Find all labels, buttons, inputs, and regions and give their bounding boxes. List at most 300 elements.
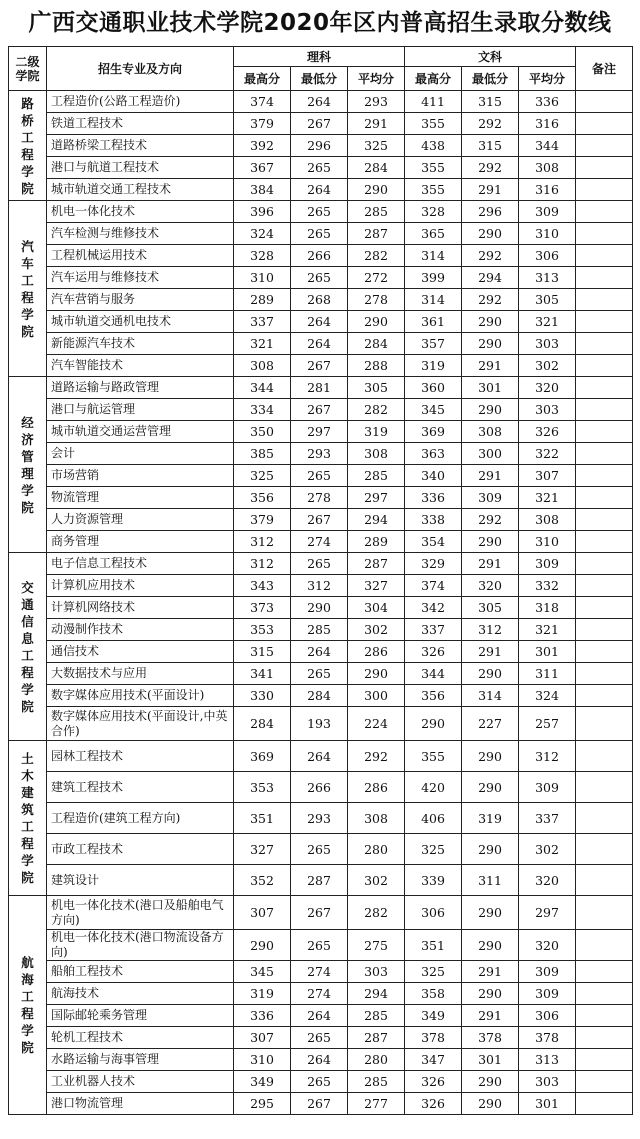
- science-avg-header: 平均分: [348, 67, 405, 91]
- major-header: 招生专业及方向: [47, 47, 234, 91]
- science-min-cell: 268: [291, 289, 348, 311]
- science-avg-cell: 277: [348, 1093, 405, 1115]
- arts-avg-cell: 302: [519, 834, 576, 865]
- arts-avg-cell: 337: [519, 803, 576, 834]
- arts-min-cell: 290: [462, 311, 519, 333]
- arts-max-cell: 406: [405, 803, 462, 834]
- arts-min-cell: 378: [462, 1027, 519, 1049]
- arts-avg-cell: 310: [519, 223, 576, 245]
- note-cell: [576, 930, 633, 961]
- arts-max-cell: 358: [405, 983, 462, 1005]
- science-max-cell: 327: [234, 834, 291, 865]
- science-avg-cell: 290: [348, 179, 405, 201]
- arts-min-cell: 301: [462, 1049, 519, 1071]
- note-cell: [576, 896, 633, 930]
- table-row: [9, 333, 633, 355]
- note-cell: [576, 1005, 633, 1027]
- arts-avg-cell: 307: [519, 465, 576, 487]
- note-cell: [576, 377, 633, 399]
- science-avg-cell: 319: [348, 421, 405, 443]
- science-avg-cell: 290: [348, 311, 405, 333]
- arts-min-cell: 319: [462, 803, 519, 834]
- table-row: [9, 930, 633, 961]
- arts-avg-cell: 344: [519, 135, 576, 157]
- note-cell: [576, 865, 633, 896]
- table-row: [9, 707, 633, 741]
- science-max-cell: 312: [234, 553, 291, 575]
- major-cell: 汽车运用与维修技术: [47, 267, 234, 289]
- science-max-cell: 396: [234, 201, 291, 223]
- science-min-cell: 265: [291, 553, 348, 575]
- arts-min-cell: 301: [462, 377, 519, 399]
- table-row: [9, 1071, 633, 1093]
- arts-max-cell: 314: [405, 245, 462, 267]
- arts-min-cell: 290: [462, 896, 519, 930]
- science-min-cell: 274: [291, 531, 348, 553]
- arts-max-cell: 369: [405, 421, 462, 443]
- table-row: [9, 157, 633, 179]
- table-row: [9, 179, 633, 201]
- major-cell: 航海技术: [47, 983, 234, 1005]
- science-max-cell: 352: [234, 865, 291, 896]
- science-avg-cell: 302: [348, 619, 405, 641]
- major-cell: 工程造价(公路工程造价): [47, 91, 234, 113]
- arts-avg-cell: 309: [519, 553, 576, 575]
- arts-avg-cell: 309: [519, 772, 576, 803]
- major-cell: 人力资源管理: [47, 509, 234, 531]
- major-cell: 水路运输与海事管理: [47, 1049, 234, 1071]
- arts-max-cell: 363: [405, 443, 462, 465]
- major-cell: 机电一体化技术(港口物流设备方向): [47, 930, 234, 961]
- science-avg-cell: 294: [348, 983, 405, 1005]
- table-row: [9, 1049, 633, 1071]
- science-min-cell: 312: [291, 575, 348, 597]
- table-row: [9, 245, 633, 267]
- arts-avg-cell: 326: [519, 421, 576, 443]
- note-cell: [576, 487, 633, 509]
- note-cell: [576, 663, 633, 685]
- science-max-cell: 385: [234, 443, 291, 465]
- arts-avg-cell: 320: [519, 377, 576, 399]
- table-row: [9, 399, 633, 421]
- table-row: [9, 834, 633, 865]
- note-cell: [576, 531, 633, 553]
- arts-max-cell: 354: [405, 531, 462, 553]
- science-avg-cell: 294: [348, 509, 405, 531]
- arts-avg-cell: 313: [519, 267, 576, 289]
- arts-avg-cell: 318: [519, 597, 576, 619]
- science-min-cell: 267: [291, 399, 348, 421]
- science-avg-cell: 282: [348, 399, 405, 421]
- arts-max-cell: 355: [405, 741, 462, 772]
- college-name: 路桥工程学院: [21, 95, 34, 196]
- science-max-cell: 349: [234, 1071, 291, 1093]
- science-min-cell: 284: [291, 685, 348, 707]
- arts-min-cell: 291: [462, 553, 519, 575]
- arts-max-cell: 360: [405, 377, 462, 399]
- arts-max-cell: 338: [405, 509, 462, 531]
- arts-max-cell: 374: [405, 575, 462, 597]
- science-min-cell: 266: [291, 245, 348, 267]
- note-cell: [576, 553, 633, 575]
- table-row: [9, 1005, 633, 1027]
- arts-max-cell: 328: [405, 201, 462, 223]
- arts-max-cell: 319: [405, 355, 462, 377]
- table-row: [9, 509, 633, 531]
- science-max-cell: 289: [234, 289, 291, 311]
- science-avg-cell: 286: [348, 641, 405, 663]
- science-min-cell: 278: [291, 487, 348, 509]
- note-cell: [576, 333, 633, 355]
- major-cell: 轮机工程技术: [47, 1027, 234, 1049]
- science-avg-cell: 300: [348, 685, 405, 707]
- science-avg-cell: 308: [348, 803, 405, 834]
- major-cell: 会计: [47, 443, 234, 465]
- arts-avg-cell: 320: [519, 865, 576, 896]
- science-max-cell: 295: [234, 1093, 291, 1115]
- science-avg-cell: 290: [348, 663, 405, 685]
- major-cell: 物流管理: [47, 487, 234, 509]
- arts-min-cell: 290: [462, 983, 519, 1005]
- note-cell: [576, 267, 633, 289]
- science-min-cell: 264: [291, 641, 348, 663]
- arts-avg-cell: 309: [519, 983, 576, 1005]
- science-avg-cell: 284: [348, 157, 405, 179]
- arts-max-cell: 351: [405, 930, 462, 961]
- arts-max-cell: 306: [405, 896, 462, 930]
- arts-min-cell: 315: [462, 91, 519, 113]
- note-cell: [576, 311, 633, 333]
- science-max-cell: 343: [234, 575, 291, 597]
- major-cell: 城市轨道交通工程技术: [47, 179, 234, 201]
- table-row: [9, 421, 633, 443]
- arts-avg-cell: 301: [519, 641, 576, 663]
- arts-min-cell: 290: [462, 772, 519, 803]
- arts-avg-cell: 311: [519, 663, 576, 685]
- major-cell: 工业机器人技术: [47, 1071, 234, 1093]
- table-row: [9, 575, 633, 597]
- arts-avg-cell: 306: [519, 245, 576, 267]
- table-row: [9, 663, 633, 685]
- science-avg-cell: 280: [348, 1049, 405, 1071]
- science-header: 理科: [234, 47, 405, 67]
- science-min-cell: 193: [291, 707, 348, 741]
- arts-max-cell: 314: [405, 289, 462, 311]
- table-row: [9, 289, 633, 311]
- note-cell: [576, 983, 633, 1005]
- science-min-cell: 287: [291, 865, 348, 896]
- major-cell: 汽车营销与服务: [47, 289, 234, 311]
- science-avg-cell: 302: [348, 865, 405, 896]
- note-cell: [576, 421, 633, 443]
- science-min-cell: 264: [291, 333, 348, 355]
- science-max-cell: 367: [234, 157, 291, 179]
- table-row: [9, 772, 633, 803]
- science-min-cell: 266: [291, 772, 348, 803]
- science-max-cell: 379: [234, 113, 291, 135]
- arts-max-cell: 355: [405, 113, 462, 135]
- note-cell: [576, 619, 633, 641]
- science-avg-cell: 297: [348, 487, 405, 509]
- arts-avg-cell: 302: [519, 355, 576, 377]
- science-max-cell: 319: [234, 983, 291, 1005]
- note-cell: [576, 1027, 633, 1049]
- science-avg-cell: 292: [348, 741, 405, 772]
- college-name-cell: [9, 377, 47, 553]
- college-name: 交通信息工程学院: [21, 579, 34, 714]
- arts-avg-cell: 316: [519, 113, 576, 135]
- arts-min-cell: 291: [462, 641, 519, 663]
- science-min-cell: 264: [291, 1049, 348, 1071]
- arts-min-cell: 291: [462, 465, 519, 487]
- college-name-cell: [9, 741, 47, 896]
- table-row: [9, 311, 633, 333]
- science-min-cell: 265: [291, 834, 348, 865]
- note-cell: [576, 355, 633, 377]
- science-max-cell: 321: [234, 333, 291, 355]
- note-cell: [576, 509, 633, 531]
- arts-min-cell: 290: [462, 333, 519, 355]
- major-cell: 道路桥梁工程技术: [47, 135, 234, 157]
- arts-min-cell: 290: [462, 223, 519, 245]
- arts-avg-cell: 301: [519, 1093, 576, 1115]
- major-cell: 铁道工程技术: [47, 113, 234, 135]
- arts-min-cell: 290: [462, 834, 519, 865]
- major-cell: 计算机应用技术: [47, 575, 234, 597]
- table-row: [9, 201, 633, 223]
- arts-min-cell: 290: [462, 399, 519, 421]
- science-min-cell: 274: [291, 983, 348, 1005]
- science-max-cell: 312: [234, 531, 291, 553]
- table-row: [9, 803, 633, 834]
- note-cell: [576, 834, 633, 865]
- arts-avg-cell: 310: [519, 531, 576, 553]
- science-min-cell: 265: [291, 157, 348, 179]
- arts-min-cell: 311: [462, 865, 519, 896]
- major-cell: 建筑设计: [47, 865, 234, 896]
- note-cell: [576, 961, 633, 983]
- arts-avg-cell: 312: [519, 741, 576, 772]
- arts-max-cell: 347: [405, 1049, 462, 1071]
- science-avg-cell: 272: [348, 267, 405, 289]
- major-cell: 市政工程技术: [47, 834, 234, 865]
- arts-min-cell: 292: [462, 289, 519, 311]
- science-min-cell: 267: [291, 355, 348, 377]
- note-cell: [576, 113, 633, 135]
- note-cell: [576, 1093, 633, 1115]
- major-cell: 国际邮轮乘务管理: [47, 1005, 234, 1027]
- science-avg-cell: 287: [348, 1027, 405, 1049]
- table-row: [9, 597, 633, 619]
- science-avg-cell: 286: [348, 772, 405, 803]
- arts-min-cell: 309: [462, 487, 519, 509]
- science-max-cell: 310: [234, 267, 291, 289]
- college-name-cell: [9, 201, 47, 377]
- arts-avg-cell: 316: [519, 179, 576, 201]
- major-cell: 汽车智能技术: [47, 355, 234, 377]
- science-max-header: 最高分: [234, 67, 291, 91]
- arts-max-cell: 399: [405, 267, 462, 289]
- major-cell: 通信技术: [47, 641, 234, 663]
- arts-max-cell: 325: [405, 961, 462, 983]
- note-cell: [576, 245, 633, 267]
- arts-avg-cell: 336: [519, 91, 576, 113]
- science-min-cell: 285: [291, 619, 348, 641]
- arts-min-cell: 292: [462, 157, 519, 179]
- science-max-cell: 324: [234, 223, 291, 245]
- science-min-cell: 264: [291, 91, 348, 113]
- science-max-cell: 344: [234, 377, 291, 399]
- major-cell: 数字媒体应用技术(平面设计): [47, 685, 234, 707]
- science-avg-cell: 282: [348, 896, 405, 930]
- arts-max-cell: 290: [405, 707, 462, 741]
- arts-max-cell: 420: [405, 772, 462, 803]
- arts-max-cell: 329: [405, 553, 462, 575]
- major-cell: 港口与航运管理: [47, 399, 234, 421]
- table-row: [9, 865, 633, 896]
- arts-max-cell: 336: [405, 487, 462, 509]
- arts-avg-cell: 309: [519, 961, 576, 983]
- science-avg-cell: 287: [348, 553, 405, 575]
- science-min-cell: 290: [291, 597, 348, 619]
- arts-avg-cell: 308: [519, 509, 576, 531]
- science-avg-cell: 275: [348, 930, 405, 961]
- table-row: [9, 223, 633, 245]
- arts-avg-cell: 320: [519, 930, 576, 961]
- major-cell: 船舶工程技术: [47, 961, 234, 983]
- science-min-cell: 264: [291, 1005, 348, 1027]
- science-min-cell: 293: [291, 443, 348, 465]
- college-name: 经济管理学院: [21, 414, 34, 515]
- arts-min-cell: 290: [462, 930, 519, 961]
- arts-avg-cell: 306: [519, 1005, 576, 1027]
- science-max-cell: 336: [234, 1005, 291, 1027]
- science-avg-cell: 327: [348, 575, 405, 597]
- arts-max-cell: 438: [405, 135, 462, 157]
- major-cell: 建筑工程技术: [47, 772, 234, 803]
- science-avg-cell: 293: [348, 91, 405, 113]
- table-row: [9, 896, 633, 930]
- college-name-cell: [9, 553, 47, 741]
- science-max-cell: 284: [234, 707, 291, 741]
- arts-min-cell: 292: [462, 113, 519, 135]
- note-cell: [576, 91, 633, 113]
- arts-avg-header: 平均分: [519, 67, 576, 91]
- science-min-cell: 267: [291, 509, 348, 531]
- science-min-cell: 281: [291, 377, 348, 399]
- note-cell: [576, 157, 633, 179]
- science-min-cell: 265: [291, 1027, 348, 1049]
- note-cell: [576, 575, 633, 597]
- college-name-cell: [9, 896, 47, 1115]
- admission-score-table: [8, 46, 633, 1115]
- table-row: [9, 531, 633, 553]
- arts-min-cell: 292: [462, 509, 519, 531]
- arts-min-cell: 290: [462, 1093, 519, 1115]
- arts-max-cell: 361: [405, 311, 462, 333]
- major-cell: 动漫制作技术: [47, 619, 234, 641]
- arts-max-cell: 339: [405, 865, 462, 896]
- arts-avg-cell: 332: [519, 575, 576, 597]
- arts-min-cell: 291: [462, 961, 519, 983]
- arts-min-cell: 315: [462, 135, 519, 157]
- arts-avg-cell: 257: [519, 707, 576, 741]
- science-avg-cell: 278: [348, 289, 405, 311]
- table-row: [9, 487, 633, 509]
- science-max-cell: 379: [234, 509, 291, 531]
- arts-min-cell: 292: [462, 245, 519, 267]
- major-cell: 汽车检测与维修技术: [47, 223, 234, 245]
- arts-max-cell: 344: [405, 663, 462, 685]
- arts-avg-cell: 309: [519, 201, 576, 223]
- arts-max-cell: 342: [405, 597, 462, 619]
- arts-min-cell: 308: [462, 421, 519, 443]
- science-max-cell: 328: [234, 245, 291, 267]
- table-row: [9, 685, 633, 707]
- major-cell: 机电一体化技术: [47, 201, 234, 223]
- science-min-cell: 293: [291, 803, 348, 834]
- arts-min-cell: 290: [462, 1071, 519, 1093]
- science-min-cell: 265: [291, 267, 348, 289]
- science-max-cell: 350: [234, 421, 291, 443]
- science-min-cell: 265: [291, 930, 348, 961]
- science-min-cell: 264: [291, 311, 348, 333]
- table-row: [9, 443, 633, 465]
- arts-avg-cell: 297: [519, 896, 576, 930]
- arts-min-cell: 305: [462, 597, 519, 619]
- science-max-cell: 337: [234, 311, 291, 333]
- science-max-cell: 353: [234, 619, 291, 641]
- note-cell: [576, 201, 633, 223]
- major-cell: 数字媒体应用技术(平面设计,中英合作): [47, 707, 234, 741]
- science-max-cell: 315: [234, 641, 291, 663]
- arts-avg-cell: 378: [519, 1027, 576, 1049]
- science-max-cell: 373: [234, 597, 291, 619]
- table-row: [9, 377, 633, 399]
- science-min-cell: 274: [291, 961, 348, 983]
- science-avg-cell: 304: [348, 597, 405, 619]
- arts-avg-cell: 303: [519, 399, 576, 421]
- major-cell: 市场营销: [47, 465, 234, 487]
- science-avg-cell: 291: [348, 113, 405, 135]
- arts-min-cell: 227: [462, 707, 519, 741]
- science-avg-cell: 325: [348, 135, 405, 157]
- science-avg-cell: 285: [348, 1071, 405, 1093]
- note-cell: [576, 707, 633, 741]
- arts-avg-cell: 303: [519, 1071, 576, 1093]
- science-avg-cell: 288: [348, 355, 405, 377]
- note-cell: [576, 741, 633, 772]
- arts-min-header: 最低分: [462, 67, 519, 91]
- science-max-cell: 341: [234, 663, 291, 685]
- major-cell: 大数据技术与应用: [47, 663, 234, 685]
- table-row: [9, 983, 633, 1005]
- science-max-cell: 392: [234, 135, 291, 157]
- major-cell: 商务管理: [47, 531, 234, 553]
- college-name: 航海工程学院: [21, 955, 34, 1055]
- science-min-cell: 267: [291, 113, 348, 135]
- arts-max-cell: 326: [405, 641, 462, 663]
- table-body: [9, 91, 633, 1115]
- arts-max-cell: 365: [405, 223, 462, 245]
- table-row: [9, 465, 633, 487]
- science-max-cell: 351: [234, 803, 291, 834]
- note-cell: [576, 399, 633, 421]
- note-cell: [576, 772, 633, 803]
- arts-max-cell: 337: [405, 619, 462, 641]
- science-max-cell: 325: [234, 465, 291, 487]
- science-max-cell: 374: [234, 91, 291, 113]
